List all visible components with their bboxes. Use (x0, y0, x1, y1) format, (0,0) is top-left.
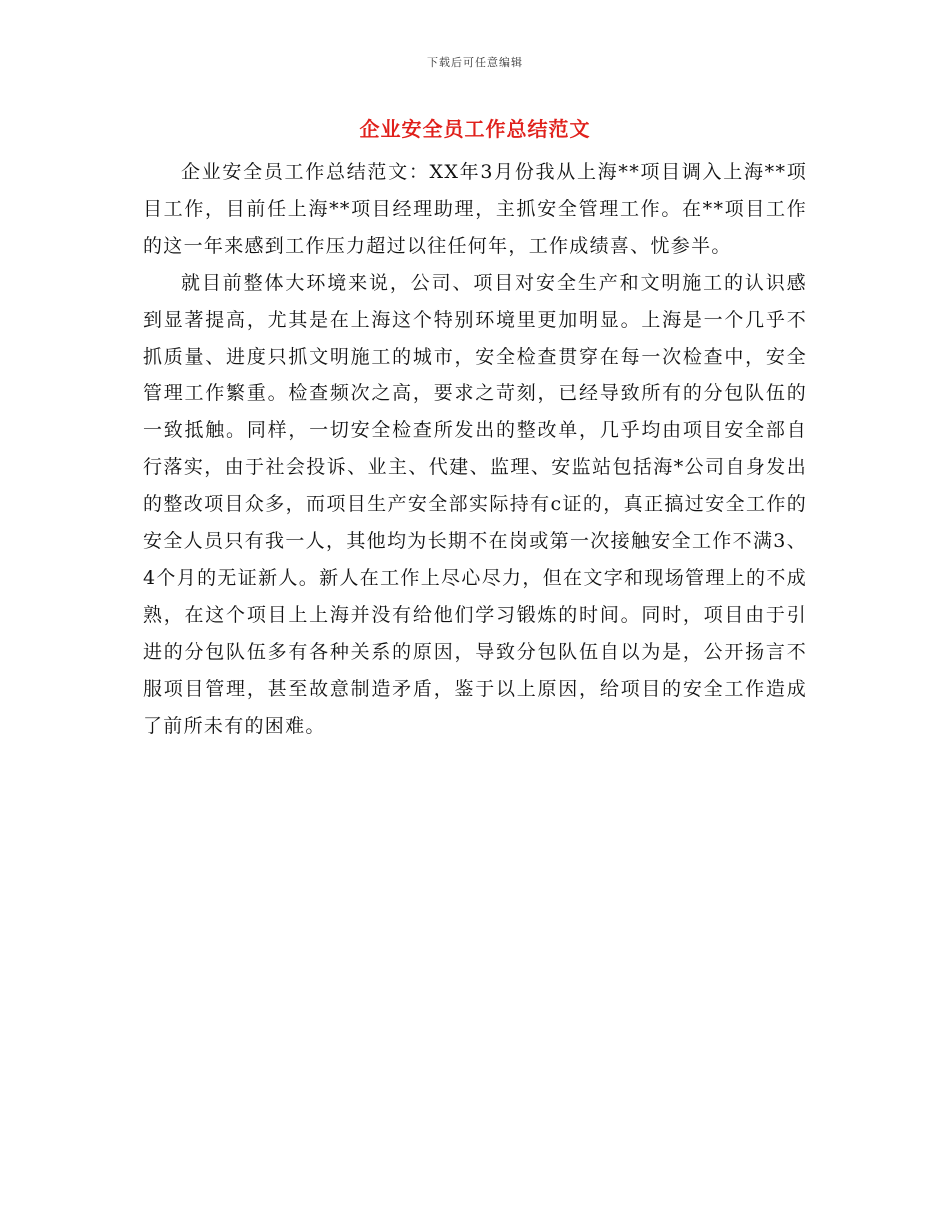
header-note: 下载后可任意编辑 (427, 56, 523, 69)
paragraph-1: 企业安全员工作总结范文：XX年3月份我从上海**项目调入上海**项目工作，目前任上海**项目经理助理，主抓安全管理工作。在**项目工作的这一年来感到工作压力超过以往任何年，工作成绩喜、忧参半。 (143, 161, 807, 257)
document-body (143, 154, 807, 745)
document-title: 企业安全员工作总结范文 (359, 117, 591, 141)
paragraph-2: 就目前整体大环境来说，公司、项目对安全生产和文明施工的认识感到显著提高，尤其是在上海这个特别环境里更加明显。上海是一个几乎不抓质量、进度只抓文明施工的城市，安全检查贯穿在每一次检查中，安全管理工作繁重。检查频次之高，要求之苛刻，已经导致所有的分包队伍的一致抵触。同样，一切安全检查所发出的整改单，几乎均由项目安全部自行落实，由于社会投诉、业主、代建、监理、安监站包括海*公司自身发出的整改项目众多，而项目生产安全部实际持有c证的，真正搞过安全工作的安全人员只有我一人，其他均为长期不在岗或第一次接触安全工作不满3、4个月的无证新人。新人在工作上尽心尽力，但在文字和现场管理上的不成熟，在这个项目上上海并没有给他们学习锻炼的时间。同时，项目由于引进的分包队伍多有各种关系的原因，导致分包队伍自以为是，公开扬言不服项目管理，甚至故意制造矛盾，鉴于以上原因，给项目的安全工作造成了前所未有的困难。 (143, 271, 807, 737)
